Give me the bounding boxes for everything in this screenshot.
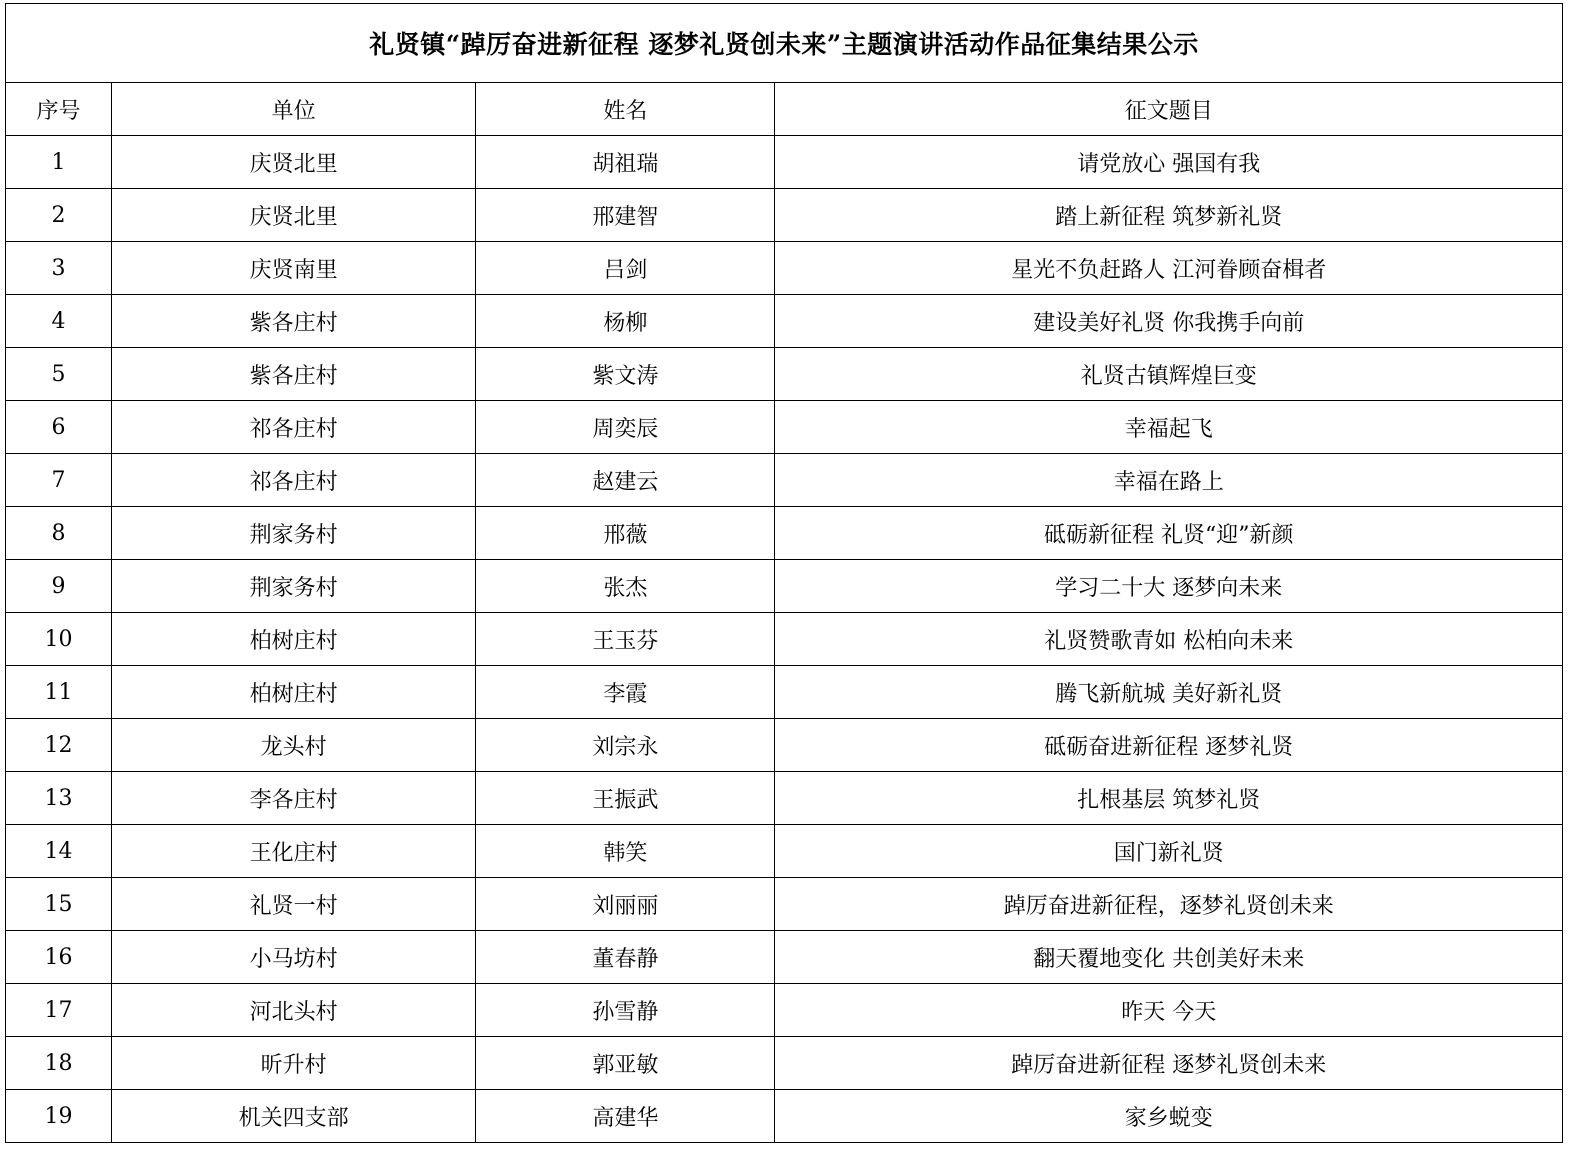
table-row	[6, 507, 1563, 560]
results-table	[5, 3, 1563, 1143]
cell-index: 7	[6, 454, 112, 507]
table-row	[6, 136, 1563, 189]
table-row	[6, 984, 1563, 1037]
cell-topic: 昨天 今天	[775, 984, 1563, 1037]
table-row	[6, 401, 1563, 454]
table-row	[6, 560, 1563, 613]
cell-name: 董春静	[476, 931, 775, 984]
cell-unit: 紫各庄村	[112, 348, 476, 401]
header-name: 姓名	[476, 83, 775, 136]
cell-unit: 小马坊村	[112, 931, 476, 984]
cell-topic: 砥砺奋进新征程 逐梦礼贤	[775, 719, 1563, 772]
cell-topic: 砥砺新征程 礼贤“迎”新颜	[775, 507, 1563, 560]
cell-index: 13	[6, 772, 112, 825]
cell-index: 12	[6, 719, 112, 772]
cell-index: 8	[6, 507, 112, 560]
cell-name: 王振武	[476, 772, 775, 825]
cell-topic: 翻天覆地变化 共创美好未来	[775, 931, 1563, 984]
cell-unit: 礼贤一村	[112, 878, 476, 931]
cell-unit: 祁各庄村	[112, 401, 476, 454]
cell-name: 刘宗永	[476, 719, 775, 772]
cell-topic: 踔厉奋进新征程，逐梦礼贤创未来	[775, 878, 1563, 931]
cell-unit: 河北头村	[112, 984, 476, 1037]
cell-unit: 荆家务村	[112, 507, 476, 560]
table-row	[6, 242, 1563, 295]
table-row	[6, 878, 1563, 931]
cell-name: 郭亚敏	[476, 1037, 775, 1090]
cell-name: 张杰	[476, 560, 775, 613]
table-row	[6, 719, 1563, 772]
title-row	[6, 4, 1563, 83]
cell-index: 1	[6, 136, 112, 189]
cell-name: 赵建云	[476, 454, 775, 507]
table-row	[6, 613, 1563, 666]
header-index: 序号	[6, 83, 112, 136]
cell-topic: 请党放心 强国有我	[775, 136, 1563, 189]
cell-unit: 庆贤北里	[112, 136, 476, 189]
cell-name: 韩笑	[476, 825, 775, 878]
cell-index: 16	[6, 931, 112, 984]
table-row	[6, 931, 1563, 984]
cell-unit: 荆家务村	[112, 560, 476, 613]
cell-index: 17	[6, 984, 112, 1037]
cell-topic: 国门新礼贤	[775, 825, 1563, 878]
cell-name: 邢建智	[476, 189, 775, 242]
cell-unit: 祁各庄村	[112, 454, 476, 507]
cell-name: 杨柳	[476, 295, 775, 348]
cell-index: 9	[6, 560, 112, 613]
cell-topic: 建设美好礼贤 你我携手向前	[775, 295, 1563, 348]
cell-name: 紫文涛	[476, 348, 775, 401]
table-row	[6, 772, 1563, 825]
cell-name: 王玉芬	[476, 613, 775, 666]
table-row	[6, 454, 1563, 507]
table-row	[6, 666, 1563, 719]
cell-unit: 柏树庄村	[112, 613, 476, 666]
cell-name: 李霞	[476, 666, 775, 719]
cell-topic: 学习二十大 逐梦向未来	[775, 560, 1563, 613]
cell-topic: 礼贤古镇辉煌巨变	[775, 348, 1563, 401]
cell-unit: 王化庄村	[112, 825, 476, 878]
cell-index: 14	[6, 825, 112, 878]
cell-index: 19	[6, 1090, 112, 1143]
cell-topic: 踔厉奋进新征程 逐梦礼贤创未来	[775, 1037, 1563, 1090]
cell-index: 3	[6, 242, 112, 295]
cell-topic: 幸福在路上	[775, 454, 1563, 507]
cell-unit: 庆贤北里	[112, 189, 476, 242]
table-row	[6, 1090, 1563, 1143]
cell-index: 10	[6, 613, 112, 666]
cell-topic: 星光不负赶路人 江河眷顾奋楫者	[775, 242, 1563, 295]
cell-index: 6	[6, 401, 112, 454]
cell-unit: 昕升村	[112, 1037, 476, 1090]
table-row	[6, 295, 1563, 348]
cell-index: 5	[6, 348, 112, 401]
cell-topic: 扎根基层 筑梦礼贤	[775, 772, 1563, 825]
cell-name: 高建华	[476, 1090, 775, 1143]
cell-unit: 李各庄村	[112, 772, 476, 825]
cell-topic: 踏上新征程 筑梦新礼贤	[775, 189, 1563, 242]
header-row	[6, 83, 1563, 136]
table-row	[6, 348, 1563, 401]
cell-index: 2	[6, 189, 112, 242]
table-row	[6, 825, 1563, 878]
header-topic: 征文题目	[775, 83, 1563, 136]
cell-topic: 家乡蜕变	[775, 1090, 1563, 1143]
cell-unit: 龙头村	[112, 719, 476, 772]
cell-unit: 紫各庄村	[112, 295, 476, 348]
table-row	[6, 189, 1563, 242]
cell-unit: 庆贤南里	[112, 242, 476, 295]
cell-topic: 礼贤赞歌青如 松柏向未来	[775, 613, 1563, 666]
cell-index: 18	[6, 1037, 112, 1090]
cell-name: 孙雪静	[476, 984, 775, 1037]
cell-unit: 机关四支部	[112, 1090, 476, 1143]
cell-name: 刘丽丽	[476, 878, 775, 931]
header-unit: 单位	[112, 83, 476, 136]
page-title: 礼贤镇“踔厉奋进新征程 逐梦礼贤创未来”主题演讲活动作品征集结果公示	[6, 4, 1563, 83]
cell-topic: 腾飞新航城 美好新礼贤	[775, 666, 1563, 719]
cell-name: 邢薇	[476, 507, 775, 560]
cell-unit: 柏树庄村	[112, 666, 476, 719]
cell-index: 15	[6, 878, 112, 931]
cell-name: 胡祖瑞	[476, 136, 775, 189]
table-row	[6, 1037, 1563, 1090]
cell-name: 吕剑	[476, 242, 775, 295]
cell-index: 11	[6, 666, 112, 719]
cell-topic: 幸福起飞	[775, 401, 1563, 454]
cell-name: 周奕辰	[476, 401, 775, 454]
cell-index: 4	[6, 295, 112, 348]
